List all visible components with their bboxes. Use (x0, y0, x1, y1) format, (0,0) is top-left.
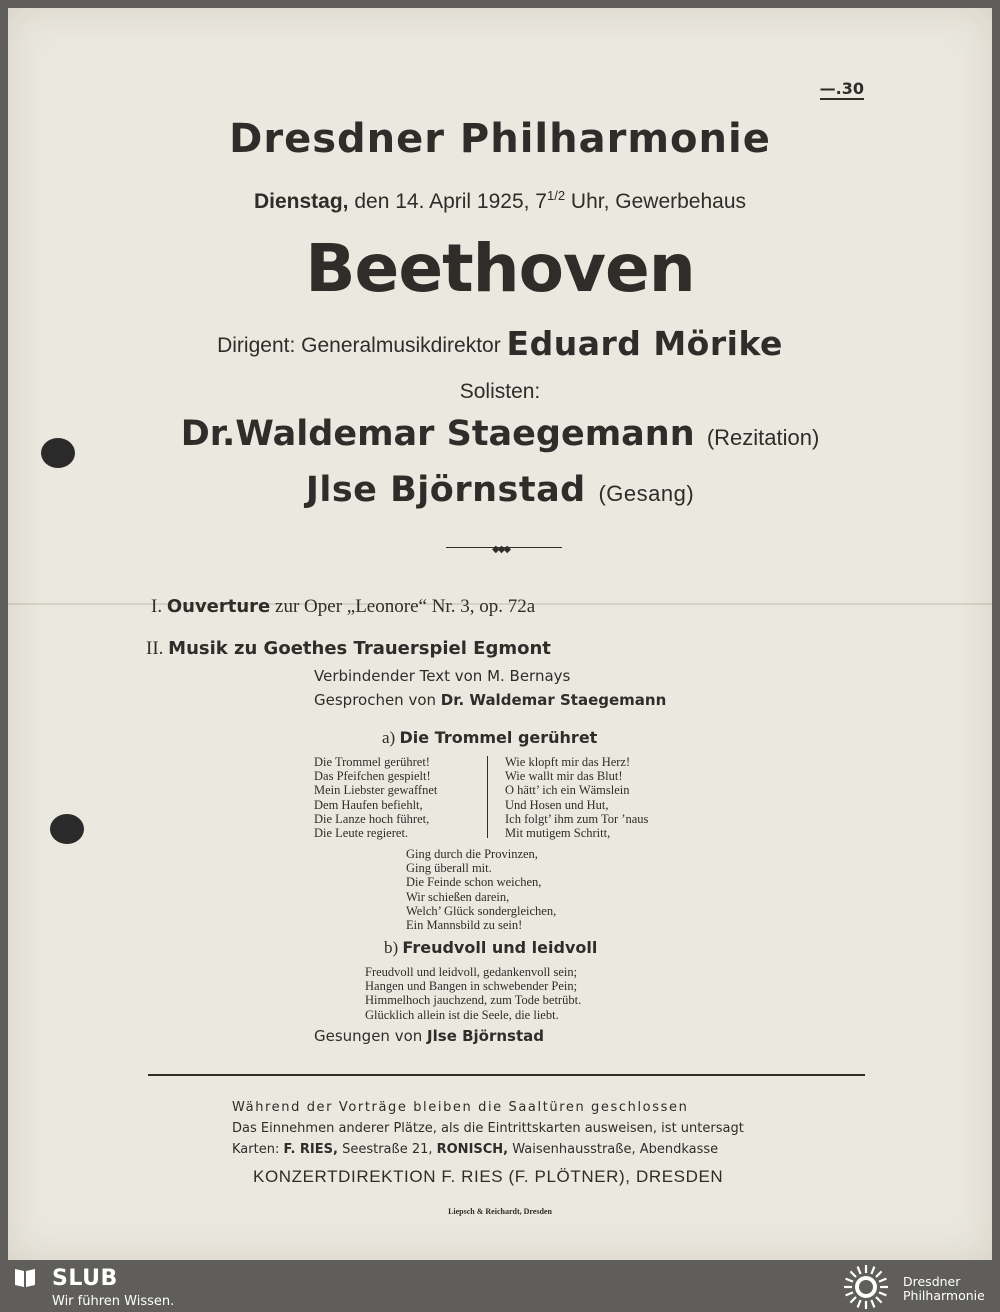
orchestra-title: Dresdner Philharmonie (229, 116, 771, 162)
footer-rule (148, 1074, 865, 1076)
program-item-1-rest: zur Oper „Leonore“ Nr. 3, op. 72a (270, 596, 536, 617)
song-a-label: a) (382, 728, 396, 747)
ticket-sales (232, 1142, 718, 1157)
sung-by-prefix: Gesungen von (314, 1027, 428, 1045)
date-rest: den 14. April 1925, 7 (348, 190, 547, 213)
ries-name: F. RIES, (283, 1142, 338, 1157)
soloist-1-role: (Rezitation) (706, 425, 820, 450)
program-item-1-number: I. (151, 596, 163, 617)
program-item-1-title: Ouverture (166, 596, 271, 617)
spoken-by-prefix: Gesprochen von (314, 691, 441, 709)
poem-line: Freudvoll und leidvoll, gedankenvoll sein; (365, 965, 578, 979)
song-a-title: Die Trommel gerühret (399, 728, 598, 747)
song-b-title: Freudvoll und leidvoll (402, 938, 598, 957)
ries-address: Seestraße 21, (337, 1142, 437, 1157)
program-item-2-number: II. (146, 638, 164, 659)
program-item-2 (146, 638, 551, 660)
notice-doors: Während der Vorträge bleiben die Saaltüren geschlossen (232, 1100, 689, 1115)
soloist-1 (8, 414, 992, 454)
date-end: Uhr, Gewerbehaus (565, 190, 747, 213)
poem-line: Mit mutigem Schritt, (505, 826, 611, 841)
poem-line: Ein Mannsbild zu sein! (406, 918, 523, 933)
ronisch-address: Waisenhausstraße, Abendkasse (508, 1142, 719, 1157)
soloist-1-name: Dr.Waldemar Staegemann (180, 414, 695, 454)
ornament-diamond-icon: ◆◆◆ (492, 544, 510, 555)
poem-a-center-stanza (406, 847, 556, 932)
song-a-heading (382, 728, 597, 748)
poem-line: Ich folgt’ ihm zum Tor ’naus (505, 811, 649, 826)
philharmonie-wordmark (903, 1275, 985, 1303)
tickets-prefix: Karten: (232, 1142, 284, 1157)
printer-credit: Liepsch & Reichardt, Dresden (448, 1207, 552, 1216)
concert-agency: KONZERTDIREKTION F. RIES (F. PLÖTNER), DRESDEN (253, 1167, 724, 1186)
concert-date (8, 188, 992, 214)
ronisch-name: RONISCH, (436, 1142, 509, 1157)
poem-line: Wie klopft mir das Herz! (505, 755, 631, 769)
poem-line: Ging durch die Provinzen, (406, 847, 538, 861)
price-label: —.30 (819, 79, 864, 98)
conductor-name: Eduard Mörike (506, 324, 783, 363)
poem-line: Dem Haufen befiehlt, (314, 797, 423, 812)
spoken-by-name: Dr. Waldemar Staegemann (440, 691, 667, 709)
spoken-by (314, 691, 666, 709)
poem-line: Welch’ Glück sondergleichen, (406, 903, 557, 918)
poem-b-stanza (365, 965, 581, 1022)
soloists-label: Solisten: (459, 380, 541, 403)
poem-line: Die Lanze hoch führet, (314, 811, 430, 826)
poem-line: Die Leute regieret. (314, 826, 409, 841)
philharmonie-wordmark-line2: Philharmonie (903, 1288, 985, 1303)
date-half: 1/2 (547, 188, 566, 203)
slub-logo-icon (14, 1266, 36, 1288)
song-b-heading (384, 938, 597, 958)
poem-line: Mein Liebster gewaffnet (314, 783, 438, 798)
soloist-2 (8, 470, 992, 510)
poem-line: Und Hosen und Hut, (505, 797, 609, 812)
program-item-1 (151, 596, 535, 618)
sung-by-name: Jlse Björnstad (427, 1027, 545, 1045)
poem-line: Glücklich allein ist die Seele, die liebt. (365, 1007, 559, 1022)
poem-a-left-stanza (314, 755, 437, 840)
poem-line: O hätt’ ich ein Wämslein (505, 783, 630, 798)
conductor-line (8, 324, 992, 363)
poem-line: Hangen und Bangen in schwebender Pein; (365, 979, 578, 994)
soloist-2-name: Jlse Björnstad (305, 470, 586, 510)
stanza-divider (487, 756, 488, 838)
conductor-prefix: Dirigent: Generalmusikdirektor (217, 334, 507, 357)
slub-name: SLUB (52, 1266, 118, 1291)
poem-line: Die Feinde schon weichen, (406, 875, 542, 890)
song-b-label: b) (384, 938, 399, 957)
program-item-2-title: Musik zu Goethes Trauerspiel Egmont (168, 638, 551, 659)
philharmonie-sun-logo-icon (842, 1263, 890, 1311)
soloist-2-role: (Gesang) (598, 481, 695, 506)
poem-line: Wie wallt mir das Blut! (505, 769, 623, 784)
sung-by (314, 1027, 544, 1045)
composer-title: Beethoven (305, 230, 695, 307)
poem-line: Ging überall mit. (406, 861, 492, 876)
poem-line: Wir schießen darein, (406, 889, 510, 904)
program-sheet (8, 8, 992, 1260)
connecting-text-credit: Verbindender Text von M. Bernays (314, 667, 571, 685)
notice-seats: Das Einnehmen anderer Plätze, als die Eintrittskarten ausweisen, ist untersagt (232, 1121, 744, 1136)
philharmonie-wordmark-line1: Dresdner (903, 1274, 961, 1289)
poem-line: Die Trommel gerühret! (314, 755, 430, 769)
poem-line: Das Pfeifchen gespielt! (314, 769, 431, 784)
slub-tagline: Wir führen Wissen. (52, 1294, 175, 1309)
punch-hole-bottom (50, 814, 84, 844)
date-day: Dienstag, (253, 190, 349, 213)
poem-line: Himmelhoch jauchzend, zum Tode betrübt. (365, 993, 582, 1008)
poem-a-right-stanza (505, 755, 648, 840)
